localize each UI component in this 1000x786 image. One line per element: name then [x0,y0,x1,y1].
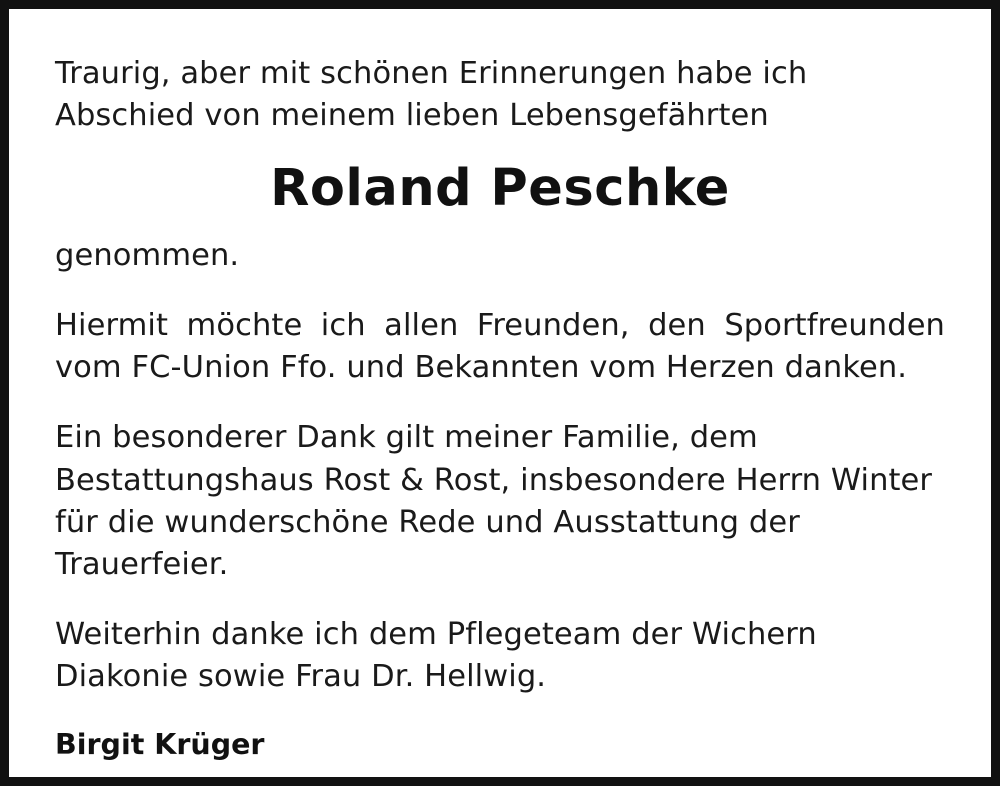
thanks-paragraph: Hiermit möchte ich allen Freunden, den Sportfreunden vom FC-Union Ffo. und Bekannten vom Herzen danken. [55,308,945,386]
deceased-name: Roland Peschke [270,159,730,219]
special-thanks-paragraph: Ein besonderer Dank gilt meiner Familie, dem Bestattungshaus Rost & Rost, insbesondere Herrn Winter für die wunderschöne Rede und Ausstattung der Trauerfeier. [55,420,933,582]
after-name-text: genommen. [55,238,240,274]
intro-text: Traurig, aber mit schönen Erinnerungen habe ich Abschied von meinem lieben Lebensgefährten [55,56,808,134]
signature-name: Birgit Krüger [55,727,265,761]
care-team-paragraph: Weiterhin danke ich dem Pflegeteam der Wichern Diakonie sowie Frau Dr. Hellwig. [55,616,817,694]
